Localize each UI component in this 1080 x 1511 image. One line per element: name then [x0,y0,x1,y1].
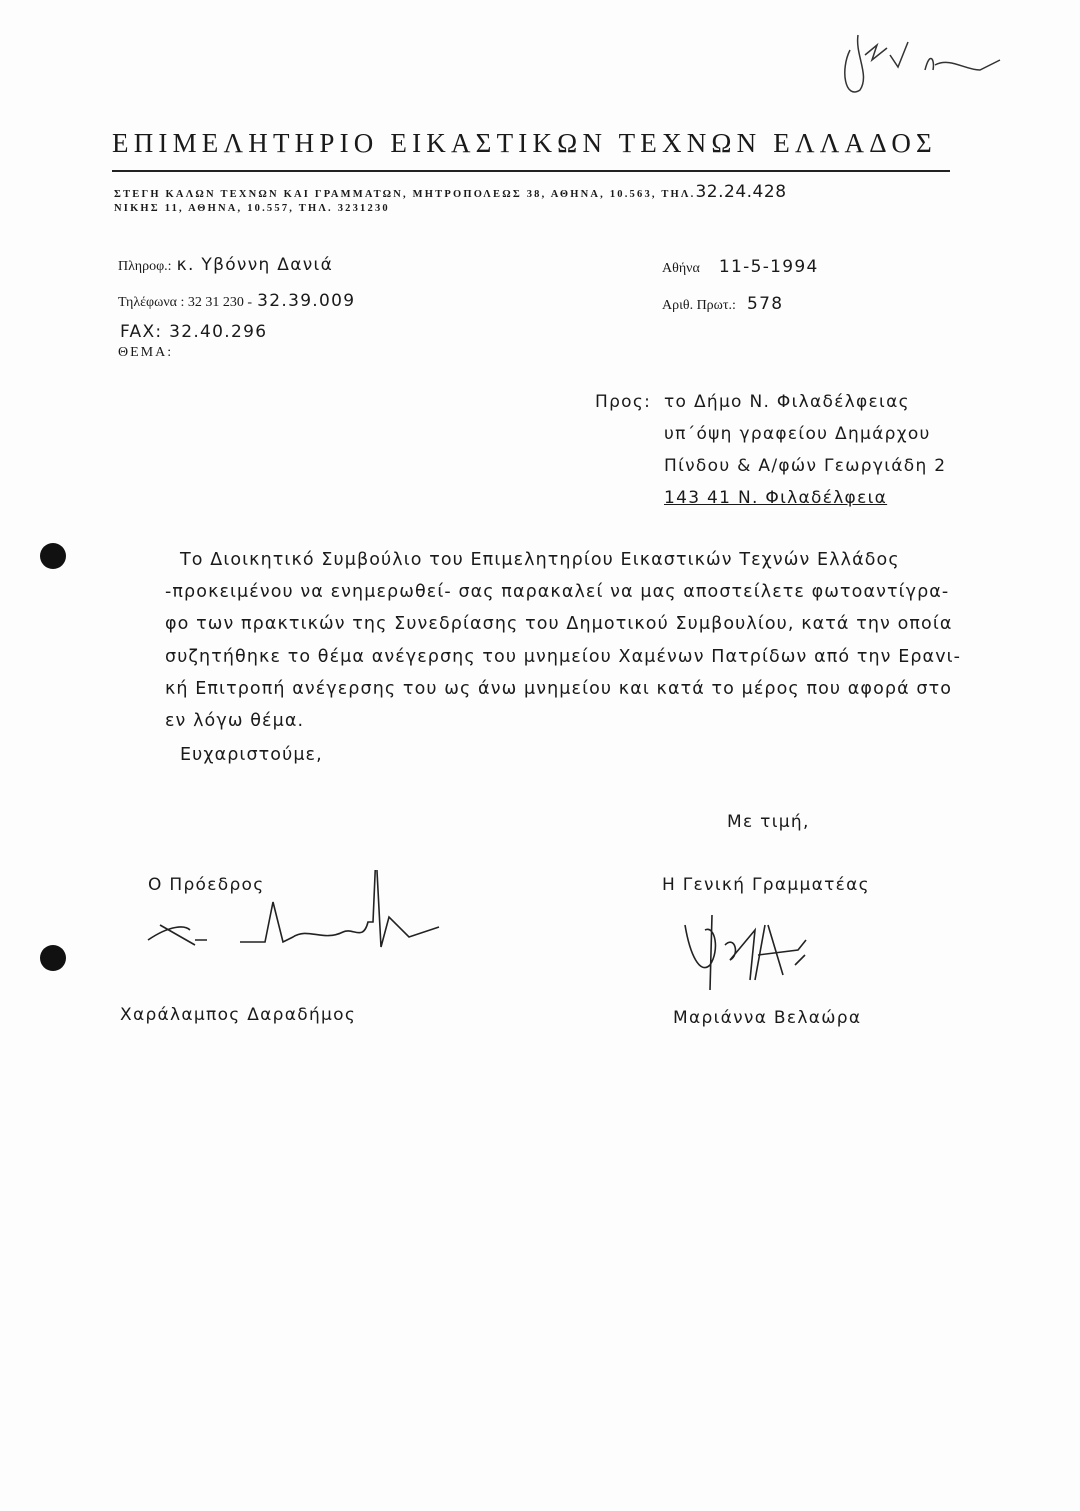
phones-label: Τηλέφωνα : 32 31 230 - [118,295,253,310]
punch-hole [40,543,66,569]
address-line-2: ΝΙΚΗΣ 11, ΑΘΗΝΑ, 10.557, ΤΗΛ. 3231230 [114,203,390,214]
body-line: εν λόγω θέμα. [165,711,305,731]
info-row [118,255,333,275]
handwritten-annotation [830,20,1010,110]
protocol-label: Αριθ. Πρωτ.: [662,298,736,313]
phones-value: 32.39.009 [257,291,356,311]
protocol-row [662,294,783,314]
secretary-signature [670,905,830,995]
recipient-line: υπ΄όψη γραφείου Δημάρχου [664,424,931,444]
body-line: φο των πρακτικών της Συνεδρίασης του Δημοτικού Συμβουλίου, κατά την οποία [165,614,953,634]
phones-row [118,291,355,311]
recipient-line: Πίνδου & Α/φών Γεωργιάδη 2 [664,456,947,476]
president-title: Ο Πρόεδρος [148,875,265,895]
city-label: Αθήνα [662,261,700,276]
fax: FAX: 32.40.296 [120,322,268,342]
date-row [662,257,819,277]
letterhead-rule [112,170,950,172]
letterhead-title: ΕΠΙΜΕΛΗΤΗΡΙΟ ΕΙΚΑΣΤΙΚΩΝ ΤΕΧΝΩΝ ΕΛΛΑΔΟΣ [112,128,937,158]
president-signature [140,870,490,980]
body-line: κή Επιτροπή ανέγερσης του ως άνω μνημείου και κατά το μέρος που αφορά στο [165,679,953,699]
punch-hole [40,945,66,971]
body-line: Ευχαριστούμε, [180,745,323,765]
info-label: Πληροφ.: [118,259,172,274]
info-value: κ. Υβόννη Δανιά [176,255,334,275]
address-line-1 [114,182,787,202]
date: 11-5-1994 [718,257,819,277]
protocol-number: 578 [747,294,784,314]
address-text: ΣΤΕΓΗ ΚΑΛΩΝ ΤΕΧΝΩΝ ΚΑΙ ΓΡΑΜΜΑΤΩΝ, ΜΗΤΡΟΠΟΛΕΩΣ 38, ΑΘΗΝΑ, 10.563, ΤΗΛ. [114,189,696,200]
recipient-label: Προς: [595,392,652,412]
body-line: συζητήθηκε το θέμα ανέγερσης του μνημείου Χαμένων Πατρίδων από την Εραvι- [165,647,962,667]
president-name: Χαράλαμπος Δαραδήμος [120,1005,357,1025]
subject-label: ΘΕΜΑ: [118,345,174,360]
recipient-line: 143 41 Ν. Φιλαδέλφεια [664,488,888,508]
body-line: Το Διοικητικό Συμβούλιο του Επιμελητηρίου Εικαστικών Τεχνών Ελλάδος [180,550,900,570]
address-phone: 32.24.428 [695,182,787,202]
secretary-title: Η Γενική Γραμματέας [662,875,870,895]
recipient-line: το Δήμο Ν. Φιλαδέλφειας [664,392,910,412]
body-line: -προκειμένου να ενημερωθεί- σας παρακαλεί να μας αποστείλετε φωτοαντίγρα- [165,582,950,602]
regards: Με τιμή, [727,812,810,832]
secretary-name: Μαριάννα Βελαώρα [673,1008,862,1028]
